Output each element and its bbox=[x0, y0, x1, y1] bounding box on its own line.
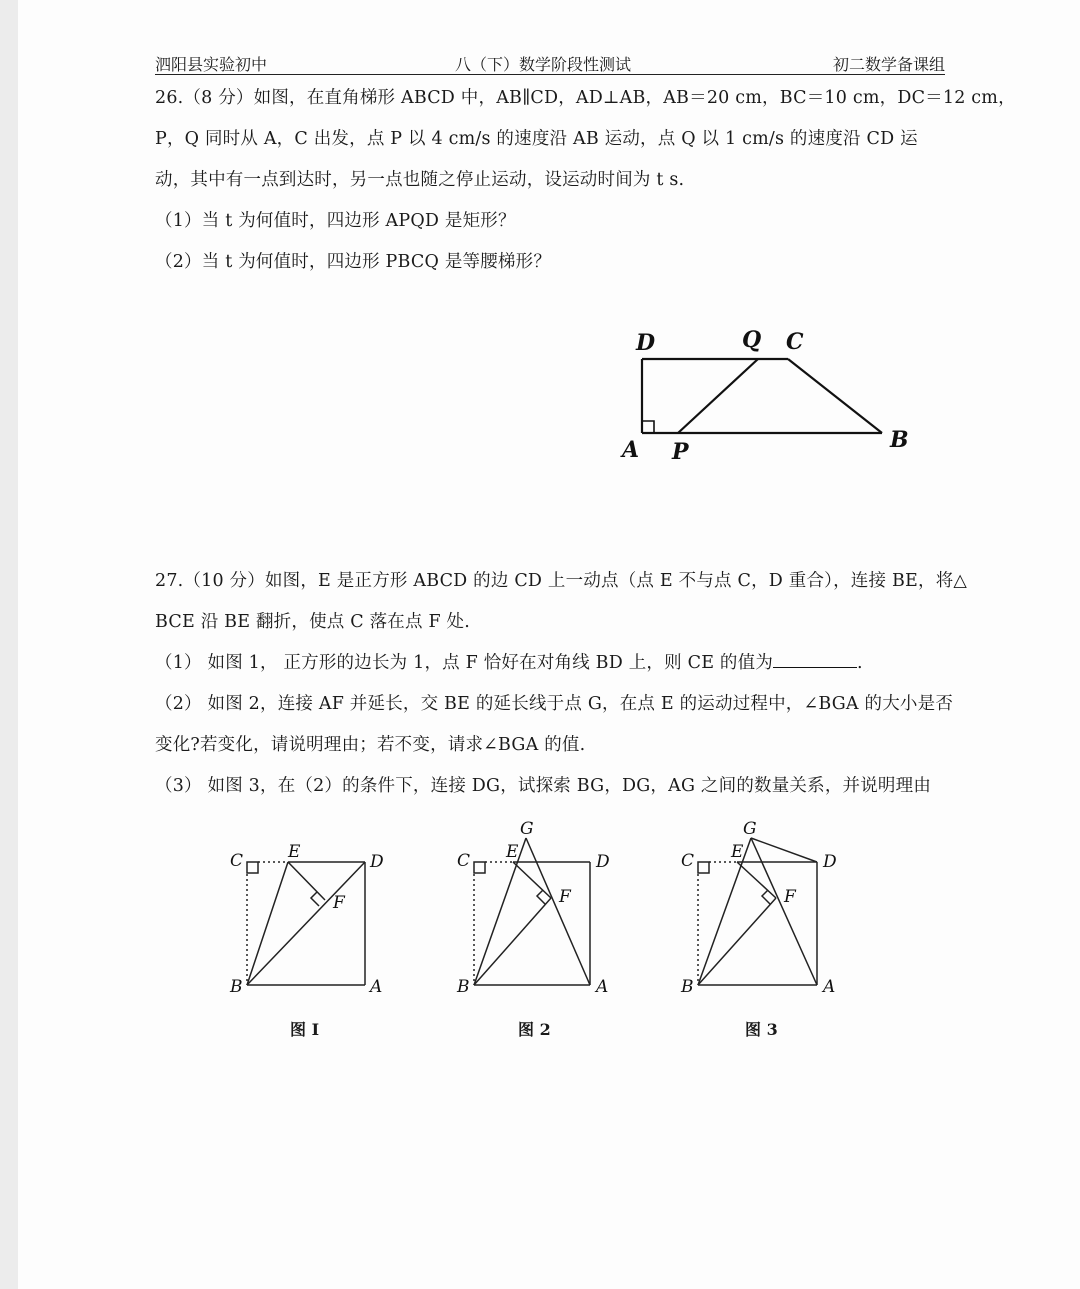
fig1-segment-EF bbox=[288, 862, 325, 900]
group-name: 初二数学备课组 bbox=[832, 55, 945, 74]
q27-part-2-cont: 变化?若变化，请说明理由；若不变，请求∠BGA 的值. bbox=[155, 735, 586, 755]
q26-part-1: （1）当 t 为何值时，四边形 APQD 是矩形？ bbox=[155, 211, 516, 231]
fig2-segment-AG bbox=[526, 838, 590, 985]
q27-part-2: （2） 如图 2，连接 AF 并延长，交 BE 的延长线于点 G，在点 E 的运动过程中，∠BGA 的大小是否 bbox=[155, 694, 954, 714]
figure-3 bbox=[698, 838, 817, 985]
fig2-label-B: B bbox=[457, 977, 470, 997]
label-Q: Q bbox=[742, 327, 762, 353]
fig1-label-F: F bbox=[333, 893, 345, 913]
fig2-label-E: E bbox=[506, 842, 519, 862]
fig3-segment-AG bbox=[751, 838, 817, 985]
q26-line-3: 动，其中有一点到达时，另一点也随之停止运动，设运动时间为 t s. bbox=[155, 170, 685, 190]
q26-line-1: 26.（8 分）如图，在直角梯形 ABCD 中，AB∥CD，AD⊥AB，AB＝20 cm，BC＝10 cm，DC＝12 cm， bbox=[155, 88, 1016, 108]
fig2-label-G: G bbox=[520, 819, 534, 839]
q26-part-2: （2）当 t 为何值时，四边形 PBCQ 是等腰梯形？ bbox=[155, 252, 552, 272]
fig1-segment-BE bbox=[247, 862, 288, 985]
label-A: A bbox=[622, 437, 640, 463]
label-D: D bbox=[636, 330, 656, 356]
figure-2 bbox=[474, 838, 590, 985]
fig3-label-G: G bbox=[743, 819, 757, 839]
fig3-segment-BF bbox=[698, 898, 776, 985]
fig1-label-B: B bbox=[230, 977, 243, 997]
fig3-label-A: A bbox=[823, 977, 836, 997]
q27-part-3: （3） 如图 3，在（2）的条件下，连接 DG，试探索 BG，DG，AG 之间的数量关系，并说明理由 bbox=[155, 776, 932, 796]
school-name: 泗阳县实验初中 bbox=[155, 55, 268, 74]
fig1-right-angle-F bbox=[311, 892, 319, 906]
fig2-label-C: C bbox=[457, 851, 471, 871]
fig3-label-F: F bbox=[784, 887, 796, 907]
label-B: B bbox=[890, 427, 909, 453]
q27-part-1-text: （1） 如图 1， 正方形的边长为 1，点 F 恰好在对角线 BD 上，则 CE 的值为 bbox=[155, 653, 774, 673]
fig2-label-A: A bbox=[596, 977, 609, 997]
fig2-caption: 图 2 bbox=[518, 1020, 551, 1039]
fig2-right-angle-C bbox=[474, 862, 485, 873]
fig2-label-F: F bbox=[559, 887, 571, 907]
figure-1 bbox=[247, 862, 365, 985]
test-title: 八（下）数学阶段性测试 bbox=[455, 55, 632, 74]
q27-part-1-end: . bbox=[857, 653, 863, 673]
fig3-label-E: E bbox=[731, 842, 744, 862]
label-P: P bbox=[672, 439, 689, 465]
fig3-label-B: B bbox=[681, 977, 694, 997]
fig1-label-E: E bbox=[288, 842, 301, 862]
fig2-label-D: D bbox=[596, 852, 610, 872]
fig2-segment-BF bbox=[474, 898, 551, 985]
fig1-label-D: D bbox=[370, 852, 384, 872]
fig3-caption: 图 3 bbox=[745, 1020, 778, 1039]
fig2-segment-EF bbox=[513, 862, 551, 898]
q27-line-1: 27.（10 分）如图，E 是正方形 ABCD 的边 CD 上一动点（点 E 不与点 C，D 重合），连接 BE，将△ bbox=[155, 571, 968, 591]
fig1-label-C: C bbox=[230, 851, 244, 871]
fig1-label-A: A bbox=[370, 977, 383, 997]
label-C: C bbox=[786, 329, 804, 355]
fig3-label-C: C bbox=[681, 851, 695, 871]
fig1-caption: 图 I bbox=[290, 1020, 320, 1039]
q26-line-2: P，Q 同时从 A，C 出发，点 P 以 4 cm/s 的速度沿 AB 运动，点 Q 以 1 cm/s 的速度沿 CD 运 bbox=[155, 129, 918, 149]
fig3-right-angle-C bbox=[698, 862, 709, 873]
fig3-label-D: D bbox=[823, 852, 837, 872]
q27-line-2: BCE 沿 BE 翻折，使点 C 落在点 F 处. bbox=[155, 612, 471, 632]
fig1-right-angle-C bbox=[247, 862, 258, 873]
